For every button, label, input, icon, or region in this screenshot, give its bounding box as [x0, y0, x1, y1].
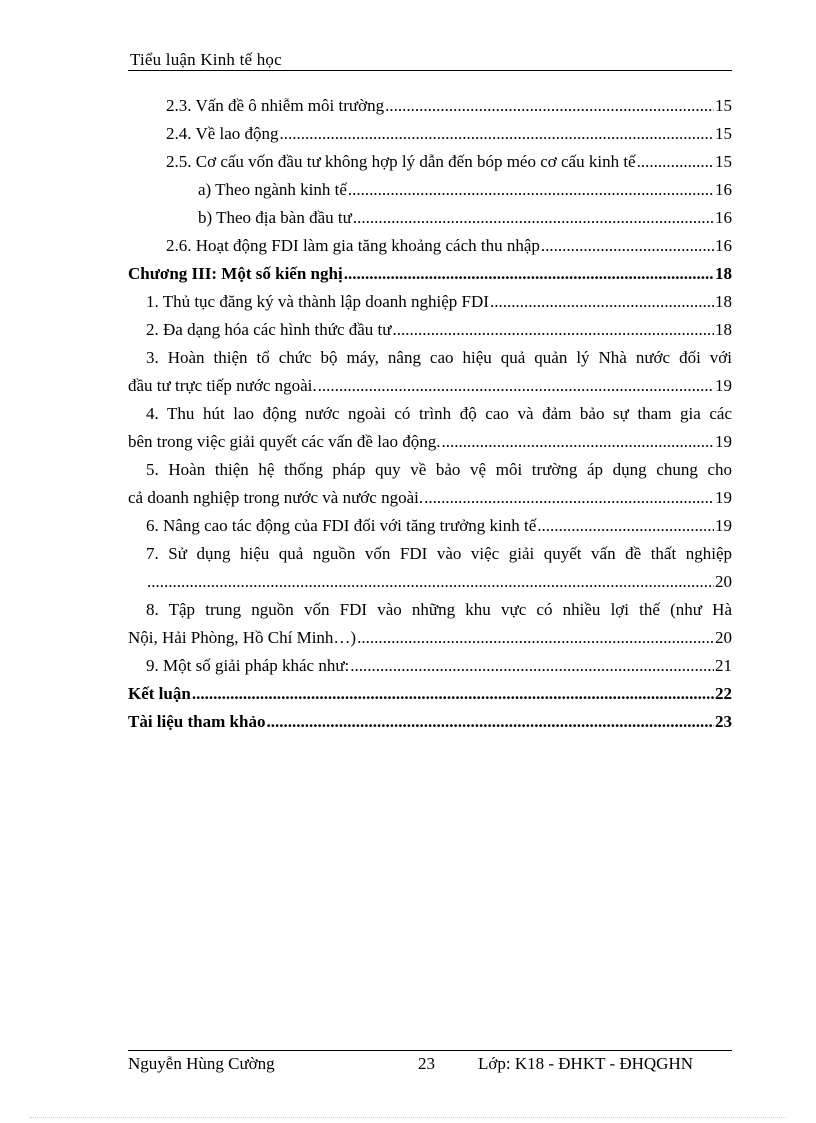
- toc-entry-references[interactable]: [128, 712, 732, 740]
- toc-page-number: 19: [715, 376, 732, 395]
- toc-page-number: 19: [715, 516, 732, 535]
- toc-entry-text: 2.5. Cơ cấu vốn đầu tư không hợp lý dẫn đến bóp méo cơ cấu kinh tế: [166, 152, 636, 171]
- toc-entry-2-4[interactable]: [128, 124, 732, 152]
- toc-entry-text: 2.3. Vấn đề ô nhiễm môi trường: [166, 96, 385, 115]
- toc-leader-dots: [353, 208, 714, 228]
- toc-entry-text: đầu tư trực tiếp nước ngoài.: [128, 376, 317, 395]
- toc-leader-dots: [266, 712, 714, 732]
- toc-entry-text-line1: 4. Thu hút lao động nước ngoài có trình độ cao và đảm bảo sự tham gia các: [146, 404, 732, 423]
- toc-leader-dots: [637, 152, 714, 172]
- toc-entry-2-5-a[interactable]: [128, 180, 732, 208]
- toc-entry-text: Tài liệu tham khảo: [128, 712, 266, 731]
- footer-class-info: Lớp: K18 - ĐHKT - ĐHQGHN: [478, 1054, 694, 1073]
- running-header-title: Tiểu luận Kinh tế học: [130, 50, 282, 69]
- toc-leader-dots: [348, 180, 714, 200]
- toc-page-number: 15: [715, 152, 732, 171]
- toc-entry-text: 2. Đa dạng hóa các hình thức đầu tư: [146, 320, 392, 339]
- toc-page-number: 15: [715, 96, 732, 115]
- toc-page-number: 18: [715, 264, 732, 283]
- toc-entry-3-6[interactable]: [128, 516, 732, 544]
- toc-page-number: 22: [715, 684, 732, 703]
- toc-entry-3-1[interactable]: [128, 292, 732, 320]
- toc-entry-3-5[interactable]: [128, 460, 732, 516]
- toc-entry-text: 2.6. Hoạt động FDI làm gia tăng khoảng cách thu nhập: [166, 236, 540, 255]
- table-of-contents: [128, 96, 732, 740]
- toc-entry-2-3[interactable]: [128, 96, 732, 124]
- toc-entry-text: 2.4. Về lao động: [166, 124, 279, 143]
- toc-entry-line2: [128, 628, 732, 656]
- toc-entry-line2: [128, 432, 732, 460]
- toc-entry-2-6[interactable]: [128, 236, 732, 264]
- toc-leader-dots: [442, 432, 715, 452]
- toc-entry-3-7[interactable]: [128, 544, 732, 600]
- toc-entry-3-2[interactable]: [128, 320, 732, 348]
- footer-divider: [128, 1050, 732, 1051]
- toc-page-number: 21: [715, 656, 732, 675]
- footer-page-number: 23: [418, 1054, 435, 1073]
- toc-entry-2-5[interactable]: [128, 152, 732, 180]
- toc-page-number: 20: [715, 572, 732, 591]
- toc-page-number: 19: [715, 488, 732, 507]
- toc-page-number: 16: [715, 180, 732, 199]
- toc-page-number: 18: [715, 292, 732, 311]
- toc-page-number: 19: [715, 432, 732, 451]
- toc-entry-conclusion[interactable]: [128, 684, 732, 712]
- toc-entry-text: Nội, Hải Phòng, Hồ Chí Minh…): [128, 628, 357, 647]
- toc-leader-dots: [192, 684, 714, 704]
- toc-entry-text: 1. Thủ tục đăng ký và thành lập doanh nghiệp FDI: [146, 292, 489, 311]
- toc-leader-dots: [541, 236, 714, 256]
- toc-page-number: 15: [715, 124, 732, 143]
- toc-entry-text: a) Theo ngành kinh tế: [198, 180, 347, 199]
- toc-leader-dots: [490, 292, 714, 312]
- toc-page-number: 23: [715, 712, 732, 731]
- toc-entry-line2: [128, 376, 732, 404]
- toc-entry-text: cả doanh nghiệp trong nước và nước ngoài.: [128, 488, 424, 507]
- toc-entry-3-9[interactable]: [128, 656, 732, 684]
- toc-entry-line2: [128, 572, 732, 600]
- toc-entry-text: 9. Một số giải pháp khác như:: [146, 656, 350, 675]
- toc-leader-dots: [280, 124, 714, 144]
- toc-leader-dots: [537, 516, 714, 536]
- toc-entry-3-3[interactable]: [128, 348, 732, 404]
- toc-entry-text-line1: 8. Tập trung nguồn vốn FDI vào những khu vực có nhiều lợi thế (như Hà: [146, 600, 732, 619]
- toc-leader-dots: [424, 488, 714, 508]
- toc-entry-text: 6. Nâng cao tác động của FDI đối với tăng trưởng kinh tế: [146, 516, 537, 535]
- toc-leader-dots: [357, 628, 714, 648]
- toc-entry-text: b) Theo địa bàn đầu tư: [198, 208, 352, 227]
- toc-leader-dots: [393, 320, 715, 340]
- toc-entry-3-8[interactable]: [128, 600, 732, 656]
- toc-entry-text: bên trong việc giải quyết các vấn đề lao động.: [128, 432, 441, 451]
- toc-entry-3-4[interactable]: [128, 404, 732, 460]
- toc-entry-chapter-3[interactable]: [128, 264, 732, 292]
- toc-entry-text-line1: 3. Hoàn thiện tổ chức bộ máy, nâng cao hiệu quả quản lý Nhà nước đối với: [146, 348, 732, 367]
- page-bottom-border: [30, 1117, 786, 1118]
- toc-page-number: 16: [715, 236, 732, 255]
- toc-entry-2-5-b[interactable]: [128, 208, 732, 236]
- toc-leader-dots: [147, 572, 714, 592]
- toc-entry-text: Kết luận: [128, 684, 191, 703]
- toc-entry-text-line1: 5. Hoàn thiện hệ thống pháp quy về bảo vệ môi trường áp dụng chung cho: [146, 460, 732, 479]
- footer-author: Nguyễn Hùng Cường: [128, 1054, 275, 1073]
- toc-entry-text-line1: 7. Sử dụng hiệu quả nguồn vốn FDI vào việc giải quyết vấn đề thất nghiệp: [146, 544, 732, 563]
- toc-entry-text: Chương III: Một số kiến nghị: [128, 264, 343, 283]
- toc-page-number: 20: [715, 628, 732, 647]
- toc-leader-dots: [318, 376, 714, 396]
- toc-leader-dots: [385, 96, 714, 116]
- toc-page-number: 18: [715, 320, 732, 339]
- header-divider: [128, 70, 732, 71]
- toc-page-number: 16: [715, 208, 732, 227]
- toc-entry-line2: [128, 488, 732, 516]
- toc-leader-dots: [350, 656, 714, 676]
- toc-leader-dots: [344, 264, 714, 284]
